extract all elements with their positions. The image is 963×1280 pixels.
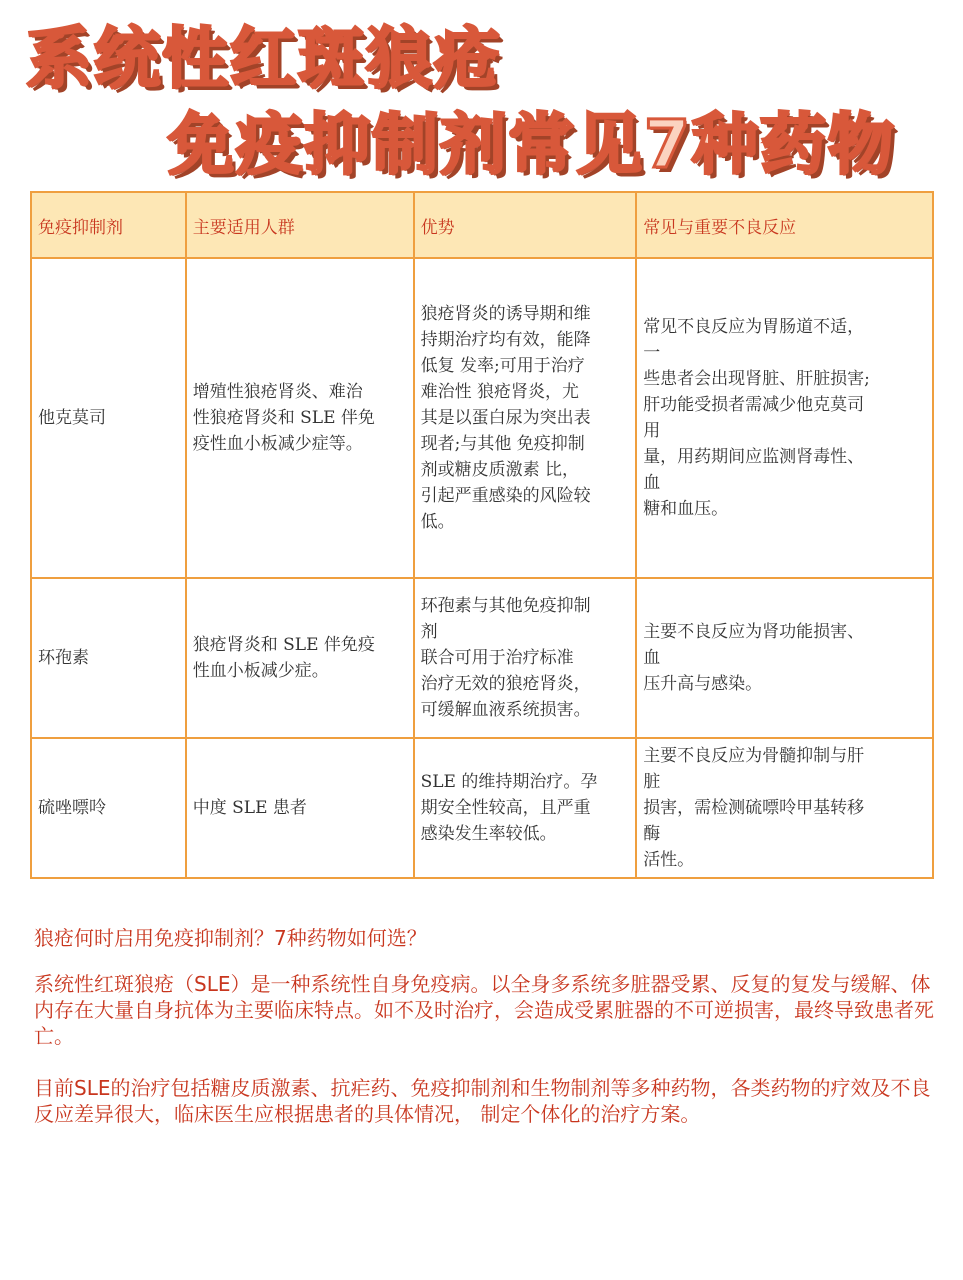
cell-advantage: 环孢素与其他免疫抑制 剂 联合可用于治疗标准 治疗无效的狼疮肾炎， 可缓解血液系统损害。 — [414, 578, 637, 738]
drug-table — [30, 191, 934, 879]
header-advantage: 优势 — [414, 192, 637, 258]
table-row — [31, 578, 933, 738]
cell-adverse: 主要不良反应为骨髓抑制与肝 脏 损害，需检测硫嘌呤甲基转移 酶 活性。 — [636, 738, 933, 878]
notes-section — [34, 925, 934, 1127]
header-drug: 免疫抑制剂 — [31, 192, 186, 258]
cell-advantage: 狼疮肾炎的诱导期和维 持期治疗均有效，能降 低复 发率;可用于治疗 难治性 狼疮肾炎，尤 其是以蛋白尿为突出表 现者;与其他 免疫抑制 剂或糖皮质激素 比， 引起严重感染的风险较 低。 — [414, 258, 637, 578]
header-population: 主要适用人群 — [186, 192, 414, 258]
title-line-1: 系统性红斑狼疮 — [26, 20, 502, 97]
cell-adverse: 主要不良反应为肾功能损害、 血 压升高与感染。 — [636, 578, 933, 738]
cell-population: 狼疮肾炎和 SLE 伴免疫 性血小板减少症。 — [186, 578, 414, 738]
table-row — [31, 738, 933, 878]
title-line-2: 免疫抑制剂常见7种药物 — [168, 106, 896, 183]
cell-adverse: 常见不良反应为胃肠道不适， 一 些患者会出现肾脏、肝脏损害; 肝功能受损者需减少他克莫司 用 量，用药期间应监测肾毒性、 血 糖和血压。 — [636, 258, 933, 578]
table-row — [31, 258, 933, 578]
notes-paragraph-2: 目前SLE的治疗包括糖皮质激素、抗疟药、免疫抑制剂和生物制剂等多种药物，各类药物的疗效及不良反应差异很大，临床医生应根据患者的具体情况， 制定个体化的治疗方案。 — [34, 1076, 931, 1126]
cell-drug: 硫唑嘌呤 — [31, 738, 186, 878]
header-adverse: 常见与重要不良反应 — [636, 192, 933, 258]
table-header-row — [31, 192, 933, 258]
cell-population: 中度 SLE 患者 — [186, 738, 414, 878]
notes-paragraph-1: 系统性红斑狼疮（SLE）是一种系统性自身免疫病。以全身多系统多脏器受累、反复的复发与缓解、体内存在大量自身抗体为主要临床特点。如不及时治疗，会造成受累脏器的不可逆损害，最终导致患者死亡。 — [34, 972, 934, 1048]
cell-drug: 他克莫司 — [31, 258, 186, 578]
cell-advantage: SLE 的维持期治疗。孕 期安全性较高，且严重 感染发生率较低。 — [414, 738, 637, 878]
cell-population: 增殖性狼疮肾炎、难治 性狼疮肾炎和 SLE 伴免 疫性血小板减少症等。 — [186, 258, 414, 578]
notes-question: 狼疮何时启用免疫抑制剂？7种药物如何选？ — [34, 926, 427, 950]
cell-drug: 环孢素 — [31, 578, 186, 738]
